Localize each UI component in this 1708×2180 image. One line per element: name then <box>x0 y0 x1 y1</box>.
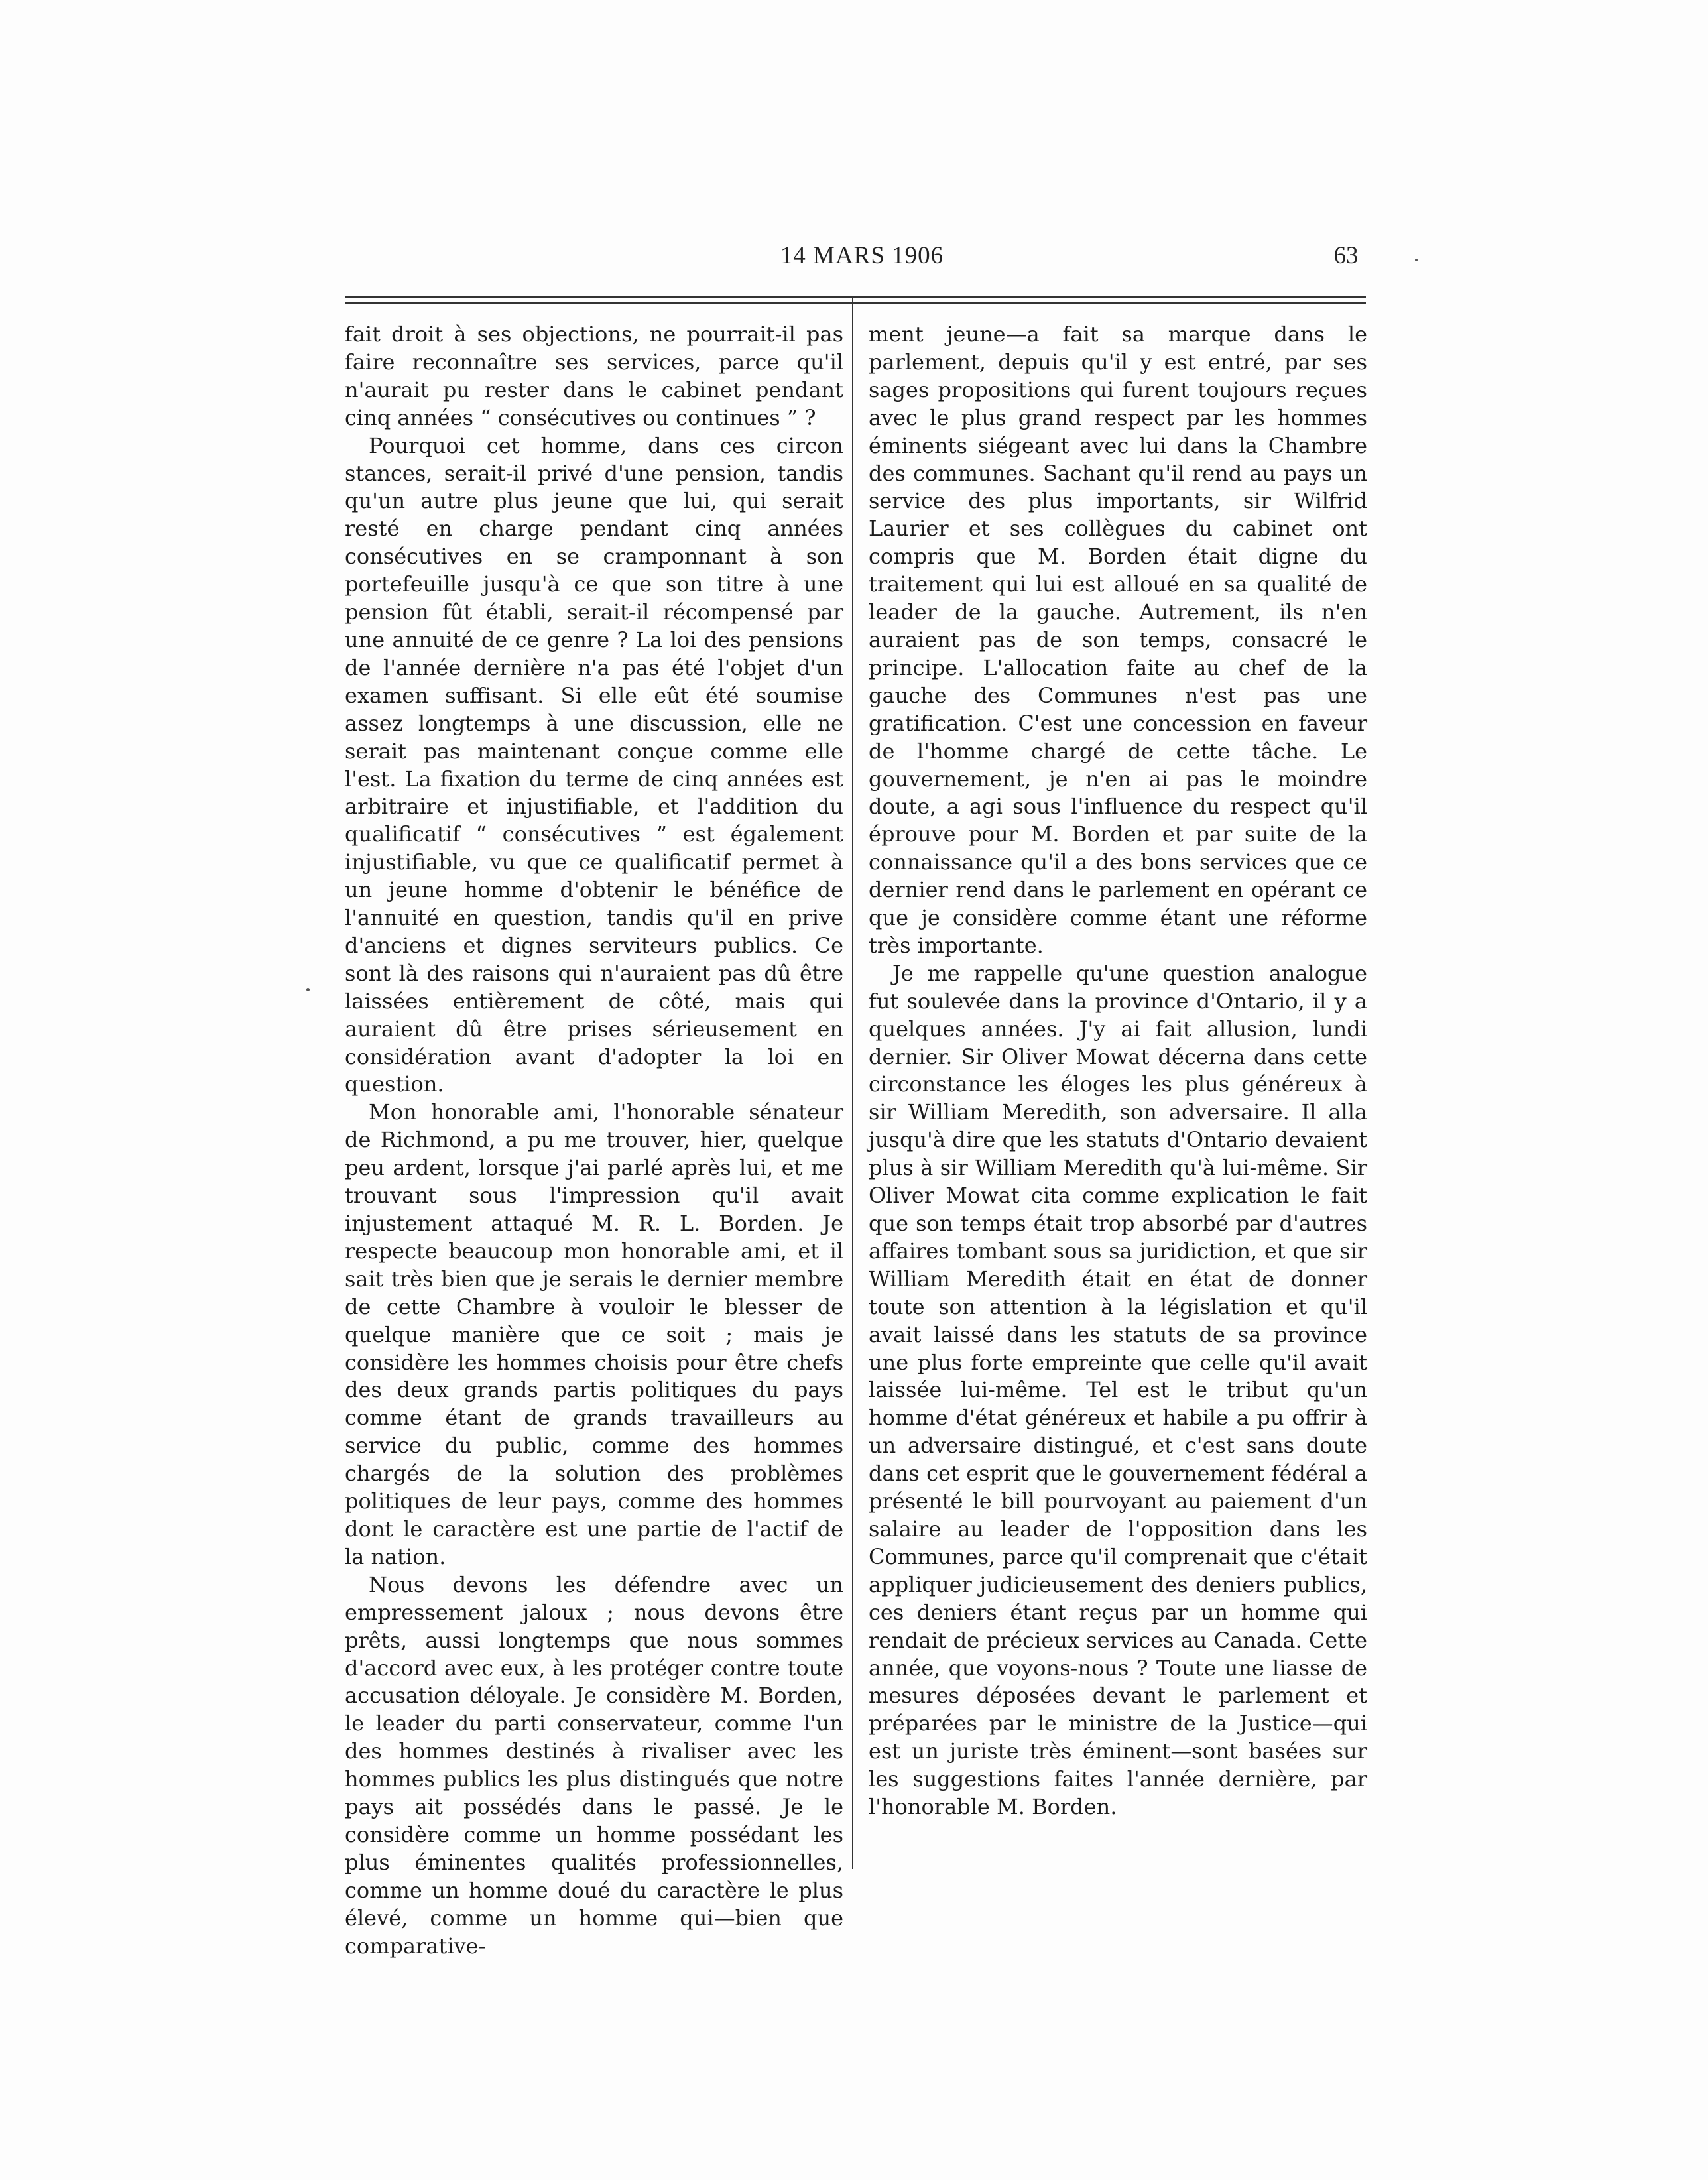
column-divider <box>852 298 853 1869</box>
header-rule-bottom <box>345 302 1366 304</box>
paragraph: fait droit à ses objections, ne pourrait-il pas faire reconnaître ses services, parce qu'il n'aurait pu rester dans le cabinet pendant cinq années “ consécutives ou continues ” ? <box>345 322 843 430</box>
right-column <box>869 321 1367 1821</box>
paragraph: Mon honorable ami, l'honorable sénateur de Richmond, a pu me trouver, hier, quelque peu ardent, lorsque j'ai parlé après lui, et me trouvant sous l'impression qu'il avait injustement attaqué M. R. L. Borden. Je respecte beaucoup mon honorable ami, et il sait très bien que je serais le dernier membre de cette Chambre à vouloir le blesser de quelque manière que ce soit ; mais je considère les hommes choisis pour être chefs des deux grands partis politiques du pays comme étant de grands travailleurs au service du public, comme des hommes chargés de la solution des problèmes politiques de leur pays, comme des hommes dont le caractère est une partie de l'actif de la nation. <box>345 1099 843 1569</box>
print-speck <box>1415 259 1418 261</box>
print-speck <box>306 988 310 991</box>
paragraph: Pourquoi cet homme, dans ces circon stances, serait-il privé d'une pension, tandis qu'un autre plus jeune que lui, qui serait resté en charge pendant cinq années consécutives en se cramponnant à son portefeuille jusqu'à ce que son titre à une pension fût établi, serait-il récompensé par une annuité de ce genre ? La loi des pensions de l'année dernière n'a pas été l'objet d'un examen suffisant. Si elle eût été soumise assez longtemps à une discussion, elle ne serait pas maintenant conçue comme elle l'est. La fixation du terme de cinq années est arbitraire et injustifiable, et l'addition du qualificatif “ consécutives ” est également injustifiable, vu que ce qualificatif permet à un jeune homme d'obtenir le bénéfice de l'annuité en question, tandis qu'il en prive d'anciens et dignes serviteurs publics. Ce sont là des raisons qui n'auraient pas dû être laissées entièrement de côté, mais qui auraient dû être prises sérieusement en considération avant d'adopter la loi en question. <box>345 432 843 1097</box>
page-date-header: 14 MARS 1906 <box>780 242 944 269</box>
header-rule-top <box>345 296 1366 298</box>
left-column <box>345 321 843 1960</box>
paragraph: ment jeune—a fait sa marque dans le parlement, depuis qu'il y est entré, par ses sages propositions qui furent toujours reçues avec le plus grand respect par les hommes éminents siégeant avec lui dans la Chambre des communes. Sachant qu'il rend au pays un service des plus importants, sir Wilfrid Laurier et ses collègues du cabinet ont compris que M. Borden était digne du traitement qui lui est alloué en sa qualité de leader de la gauche. Autrement, ils n'en auraient pas de son temps, consacré le principe. L'allocation faite au chef de la gauche des Communes n'est pas une gratification. C'est une concession en faveur de l'homme chargé de cette tâche. Le gouvernement, je n'en ai pas le moindre doute, a agi sous l'influence du respect qu'il éprouve pour M. Borden et par suite de la connaissance qu'il a des bons services que ce dernier rend dans le parlement en opérant ce que je considère comme étant une réforme très importante. <box>869 322 1367 958</box>
page-number: 63 <box>1333 242 1359 269</box>
paragraph: Je me rappelle qu'une question analogue fut soulevée dans la province d'Ontario, il y a quelques années. J'y ai fait allusion, lundi dernier. Sir Oliver Mowat décerna dans cette circonstance les éloges les plus généreux à sir William Meredith, son adversaire. Il alla jusqu'à dire que les statuts d'Ontario devaient plus à sir William Meredith qu'à lui-même. Sir Oliver Mowat cita comme explication le fait que son temps était trop absorbé par d'autres affaires tombant sous sa juridiction, et que sir William Meredith était en état de donner toute son attention à la législation et qu'il avait laissé dans les statuts de sa province une plus forte empreinte que celle qu'il avait laissée lui-même. Tel est le tribut qu'un homme d'état généreux et habile a pu offrir à un adversaire distingué, et c'est sans doute dans cet esprit que le gouvernement fédéral a présenté le bill pourvoyant au paiement d'un salaire au leader de l'opposition dans les Communes, parce qu'il comprenait que c'était appliquer judicieusement des deniers publics, ces deniers étant reçus par un homme qui rendait de précieux services au Canada. Cette année, que voyons-nous ? Toute une liasse de mesures déposées devant le parlement et préparées par le ministre de la Justice—qui est un juriste très éminent—sont basées sur les suggestions faites l'année dernière, par l'honorable M. Borden. <box>869 960 1367 1820</box>
paragraph: Nous devons les défendre avec un empressement jaloux ; nous devons être prêts, aussi longtemps que nous sommes d'accord avec eux, à les protéger contre toute accusation déloyale. Je considère M. Borden, le leader du parti conservateur, comme l'un des hommes destinés à rivaliser avec les hommes publics les plus distingués que notre pays ait possédés dans le passé. Je le considère comme un homme possédant les plus éminentes qualités professionnelles, comme un homme doué du caractère le plus élevé, comme un homme qui—bien que comparative- <box>345 1571 843 1959</box>
